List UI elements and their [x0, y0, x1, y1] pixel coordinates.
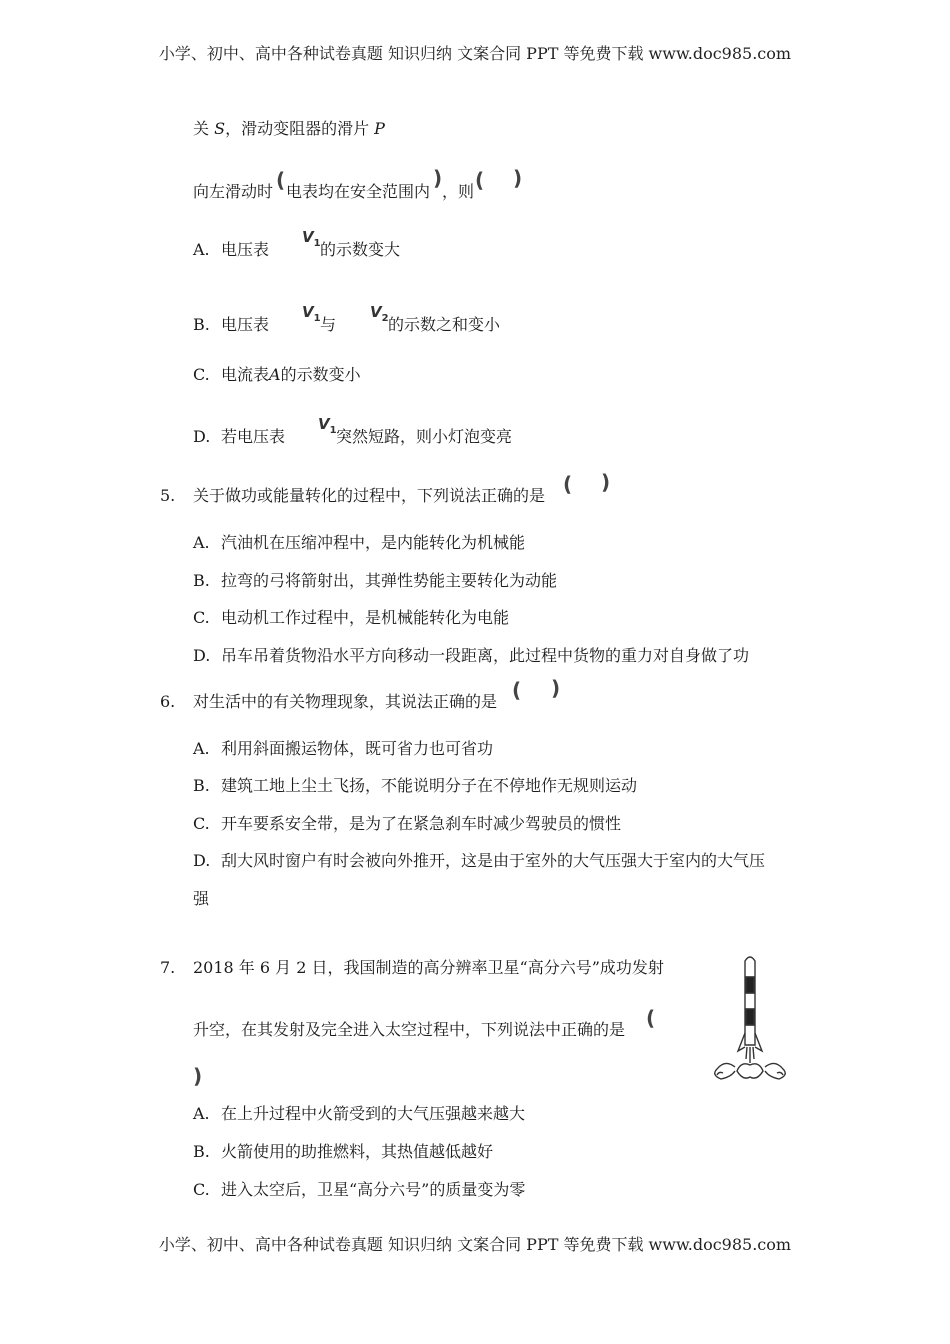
q5-option-a: A. 汽油机在压缩冲程中，是内能转化为机械能 [193, 533, 526, 552]
q4-option-a [193, 240, 269, 260]
q6-option-d-continuation: 强 [193, 889, 210, 908]
q4-stem-line1 [193, 119, 385, 139]
q4-option-b [193, 315, 269, 335]
q6-option-b: B. 建筑工地上尘土飞扬，不能说明分子在不停地作无规则运动 [193, 776, 638, 795]
q5-option-c: C. 电动机工作过程中，是机械能转化为电能 [193, 608, 510, 627]
option-text: 若电压表 [221, 427, 286, 446]
q5-number: 5. [160, 486, 176, 505]
q4-paren-small-open: ( [276, 168, 286, 192]
q7-stem-line1: 2018 年 6 月 2 日，我国制造的高分辨率卫星“高分六号”成功发射 [193, 958, 664, 977]
q4-paren-small-close: ) [433, 166, 443, 190]
q7-answer-paren-close: ) [193, 1064, 203, 1088]
q7-number: 7. [160, 958, 176, 977]
q6-answer-paren-open: ( [512, 678, 522, 702]
option-text-post: 的示数之和变小 [388, 315, 501, 334]
q7-option-b: B. 火箭使用的助推燃料，其热值越低越好 [193, 1142, 494, 1161]
page-footer: 小学、初中、高中各种试卷真题 知识归纳 文案合同 PPT 等免费下载 www.doc985.com [158, 1235, 792, 1254]
q4-stem-text2: 电表均在安全范围内 [286, 182, 431, 201]
option-text-post: 突然短路，则小灯泡变亮 [336, 427, 513, 446]
q4-stem-text: 向左滑动时 [193, 182, 274, 201]
q4-stem-text3: ，则 [442, 182, 475, 201]
voltmeter-v2-symbol: $V_2$ [370, 303, 389, 324]
q4-switch-s: S [214, 119, 226, 138]
q5-stem: 关于做功或能量转化的过程中，下列说法正确的是 [193, 486, 546, 505]
q4-stem-line2 [193, 182, 273, 202]
voltmeter-v1-symbol: $V_1$ [302, 228, 321, 249]
q6-option-c: C. 开车要系安全带，是为了在紧急刹车时减少驾驶员的惯性 [193, 814, 622, 833]
q6-answer-paren-close: ) [551, 676, 561, 700]
voltmeter-v1-symbol: $V_1$ [318, 415, 337, 436]
option-label: D. [193, 427, 211, 446]
q4-option-c [193, 365, 361, 385]
q5-option-b: B. 拉弯的弓将箭射出，其弹性势能主要转化为动能 [193, 571, 558, 590]
rocket-launch-icon [705, 955, 795, 1095]
ammeter-a-symbol: A [269, 365, 281, 384]
q6-option-d: D. 刮大风时窗户有时会被向外推开，这是由于室外的大气压强大于室内的大气压 [193, 851, 766, 870]
q4-answer-paren-close: ) [513, 166, 523, 190]
q7-option-c: C. 进入太空后，卫星“高分六号”的质量变为零 [193, 1180, 526, 1199]
q6-stem: 对生活中的有关物理现象，其说法正确的是 [193, 692, 498, 711]
q6-number: 6. [160, 692, 176, 711]
q5-answer-paren-open: ( [563, 472, 573, 496]
q4-option-d [193, 427, 285, 447]
q5-answer-paren-close: ) [601, 470, 611, 494]
option-label: B. [193, 315, 210, 334]
option-label: A. [193, 240, 210, 259]
q7-option-a: A. 在上升过程中火箭受到的大气压强越来越大 [193, 1104, 526, 1123]
q4-slider-p: P [374, 119, 385, 138]
q4-answer-paren-open: ( [475, 168, 485, 192]
q7-answer-paren-open: ( [646, 1006, 656, 1030]
q4-stem-pre: 关 [193, 119, 215, 138]
option-text-post: 的示数变大 [320, 240, 401, 259]
option-text-mid: 与 [320, 315, 337, 334]
voltmeter-v1-symbol: $V_1$ [302, 303, 321, 324]
option-text: 电流表 [221, 365, 270, 384]
q7-stem-line2: 升空，在其发射及完全进入太空过程中，下列说法中正确的是 [193, 1020, 626, 1039]
option-text-post: 的示数变小 [280, 365, 361, 384]
q6-option-a: A. 利用斜面搬运物体，既可省力也可省功 [193, 739, 494, 758]
option-label: C. [193, 365, 210, 384]
option-text: 电压表 [221, 240, 270, 259]
q5-option-d: D. 吊车吊着货物沿水平方向移动一段距离，此过程中货物的重力对自身做了功 [193, 646, 750, 665]
q4-stem-mid: ，滑动变阻器的滑片 [225, 119, 375, 138]
page-header: 小学、初中、高中各种试卷真题 知识归纳 文案合同 PPT 等免费下载 www.doc985.com [158, 44, 792, 63]
option-text: 电压表 [221, 315, 270, 334]
